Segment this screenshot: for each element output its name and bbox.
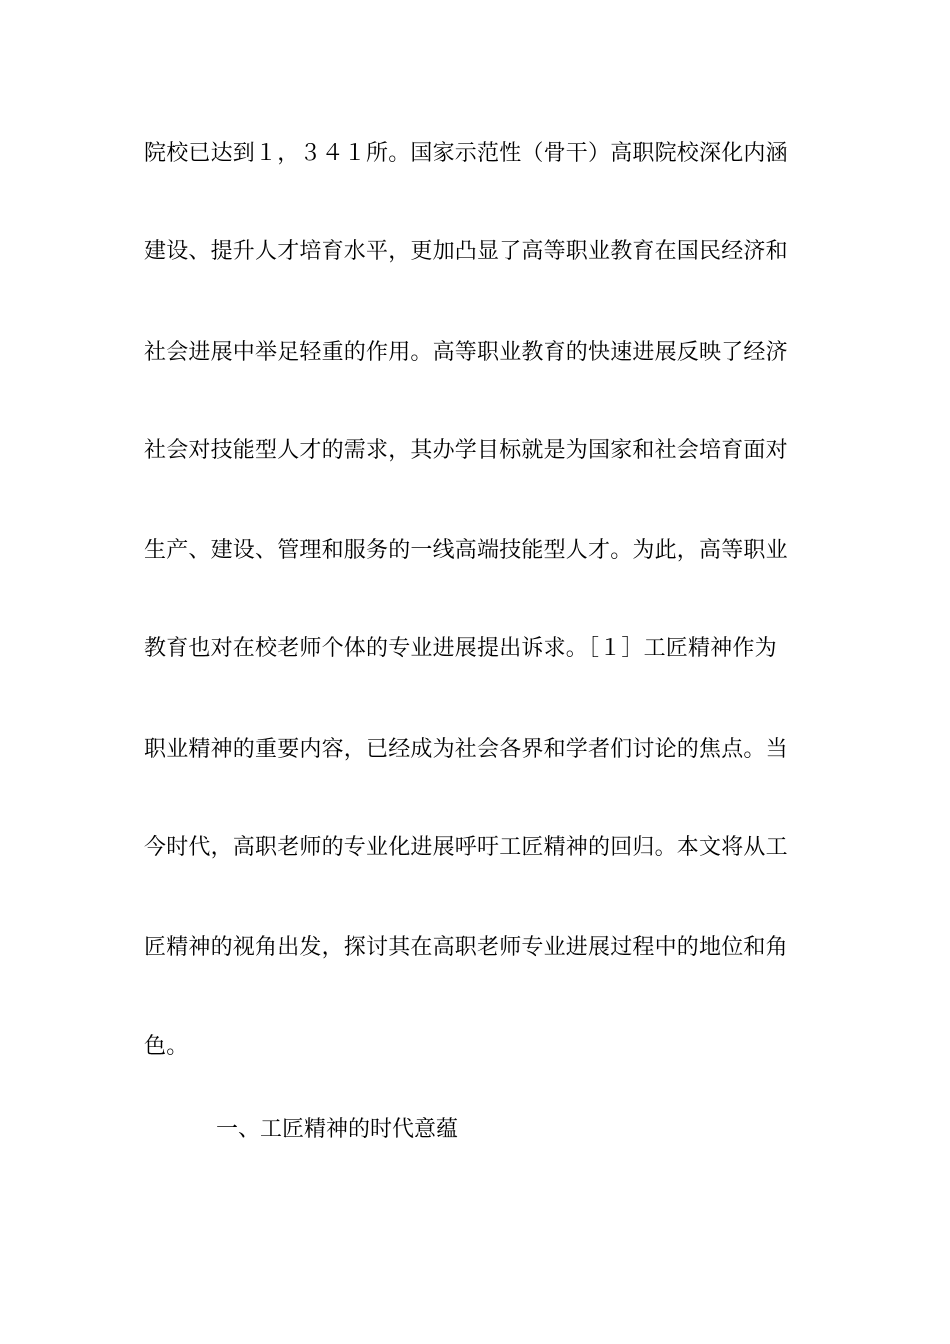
paragraph-line-1: 院校已达到１，３４１所。国家示范性（骨干）高职院校深化内涵 (144, 141, 788, 166)
paragraph-line-9: 匠精神的视角出发，探讨其在高职老师专业进展过程中的地位和角 (144, 935, 788, 960)
paragraph-line-4: 社会对技能型人才的需求，其办学目标就是为国家和社会培育面对 (144, 438, 788, 463)
paragraph-line-8: 今时代，高职老师的专业化进展呼吁工匠精神的回归。本文将从工 (144, 835, 788, 860)
paragraph-line-2: 建设、提升人才培育水平，更加凸显了高等职业教育在国民经济和 (144, 239, 788, 264)
paragraph-line-6: 教育也对在校老师个体的专业进展提出诉求。［１］工匠精神作为 (144, 636, 777, 661)
section-heading: 一、工匠精神的时代意蕴 (216, 1117, 459, 1142)
paragraph-line-3: 社会进展中举足轻重的作用。高等职业教育的快速进展反映了经济 (144, 340, 788, 365)
paragraph-line-5: 生产、建设、管理和服务的一线高端技能型人才。为此，高等职业 (144, 538, 788, 563)
paragraph-line-10: 色。 (144, 1034, 189, 1059)
paragraph-line-7: 职业精神的重要内容，已经成为社会各界和学者们讨论的焦点。当 (144, 737, 788, 762)
